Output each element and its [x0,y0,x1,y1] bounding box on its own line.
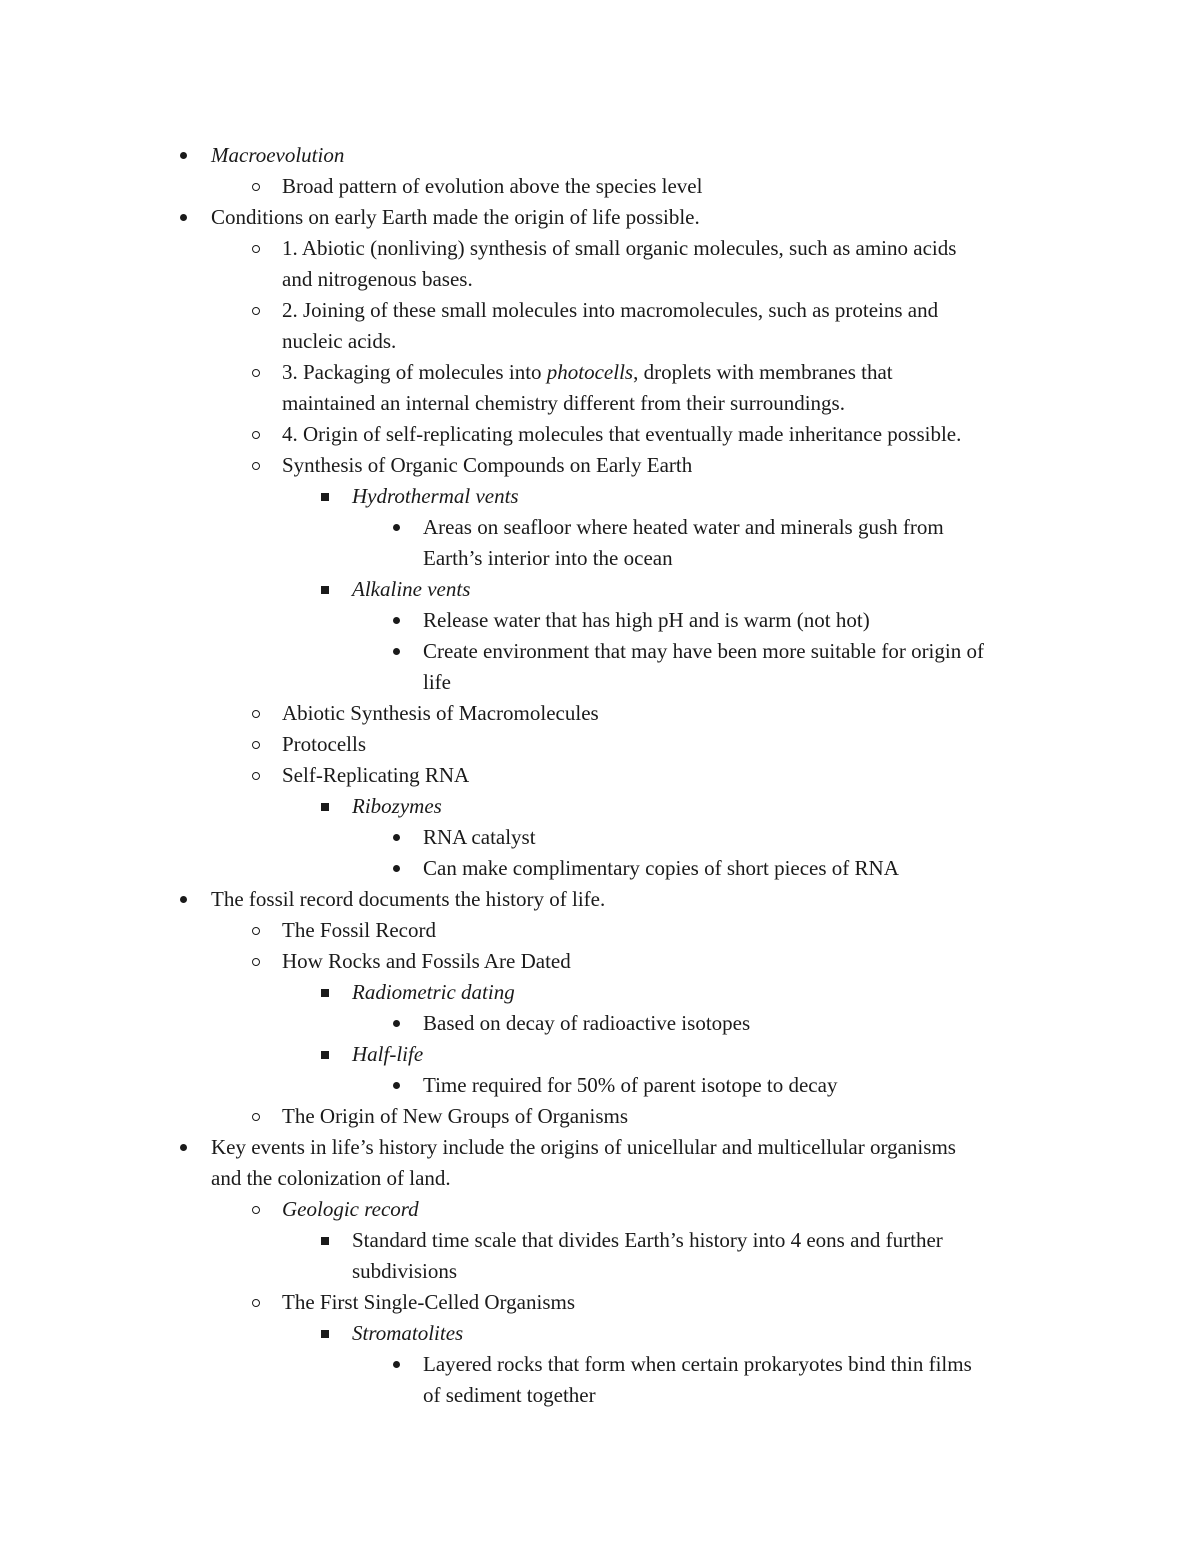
list-item [0,791,1200,822]
list-item-text [282,1194,419,1225]
text-run: Broad pattern of evolution above the species level [282,174,703,198]
text-run: Key events in life’s history include the origins of unicellular and multicellular organisms [211,1135,956,1159]
list-item-text [352,977,515,1008]
list-item-text [282,233,956,264]
text-run: Based on decay of radioactive isotopes [423,1011,751,1035]
circle-bullet-icon [249,915,263,946]
disc-bullet-icon [389,1008,403,1039]
list-item-text [282,264,473,295]
list-item-continuation [0,264,1200,295]
text-run: Synthesis of Organic Compounds on Early Earth [282,453,693,477]
list-item-text [423,1349,972,1380]
list-item-text [352,1225,943,1256]
list-item [0,605,1200,636]
list-item [0,574,1200,605]
list-item [0,1101,1200,1132]
text-run: Standard time scale that divides Earth’s history into 4 eons and further [352,1228,943,1252]
list-item-text [282,388,845,419]
list-item [0,915,1200,946]
list-item [0,946,1200,977]
disc-bullet-icon [176,140,190,171]
list-item [0,233,1200,264]
list-item-text [352,481,519,512]
square-bullet-icon [318,1039,332,1070]
text-run: 2. Joining of these small molecules into macromolecules, such as proteins and [282,298,939,322]
list-item [0,1194,1200,1225]
disc-bullet-icon [389,1349,403,1380]
circle-bullet-icon [249,450,263,481]
list-item-continuation [0,543,1200,574]
text-run: RNA catalyst [423,825,536,849]
square-bullet-icon [318,1225,332,1256]
list-item-text [282,171,702,202]
list-item [0,884,1200,915]
circle-bullet-icon [249,171,263,202]
circle-bullet-icon [249,233,263,264]
square-bullet-icon [318,574,332,605]
list-item-continuation [0,1256,1200,1287]
list-item-continuation [0,1163,1200,1194]
square-bullet-icon [318,1318,332,1349]
list-item [0,636,1200,667]
list-item [0,171,1200,202]
text-run: Protocells [282,732,366,756]
list-item [0,450,1200,481]
list-item-text [282,1287,575,1318]
list-item-text [352,791,442,822]
list-item-text [282,450,692,481]
text-run: subdivisions [352,1259,458,1283]
text-run: The Fossil Record [282,918,436,942]
list-item-continuation [0,388,1200,419]
circle-bullet-icon [249,1194,263,1225]
circle-bullet-icon [249,946,263,977]
list-item-text [211,1132,956,1163]
text-run: Stromatolites [352,1321,464,1345]
list-item-text [282,915,436,946]
circle-bullet-icon [249,419,263,450]
circle-bullet-icon [249,729,263,760]
text-run: Hydrothermal vents [352,484,519,508]
text-run: Create environment that may have been more suitable for origin of [423,639,984,663]
text-run: Time required for 50% of parent isotope to decay [423,1073,838,1097]
text-run: The First Single-Celled Organisms [282,1290,576,1314]
text-run: The Origin of New Groups of Organisms [282,1104,629,1128]
list-item-text [282,326,396,357]
list-item [0,1349,1200,1380]
text-run: life [423,670,451,694]
text-run: and nitrogenous bases. [282,267,473,291]
text-run: Areas on seafloor where heated water and minerals gush from [423,515,944,539]
list-item-text [423,636,984,667]
list-item [0,481,1200,512]
list-item-text [282,729,366,760]
disc-bullet-icon [389,512,403,543]
text-run: maintained an internal chemistry different from their surroundings. [282,391,845,415]
text-run: Conditions on early Earth made the origin of life possible. [211,205,700,229]
list-item-text [352,574,470,605]
text-run: of sediment together [423,1383,596,1407]
text-run: nucleic acids. [282,329,397,353]
list-item-text [211,884,605,915]
text-run: How Rocks and Fossils Are Dated [282,949,571,973]
text-run: Release water that has high pH and is warm (not hot) [423,608,870,632]
text-run: Earth’s interior into the ocean [423,546,673,570]
list-item-text [423,512,944,543]
disc-bullet-icon [389,1070,403,1101]
circle-bullet-icon [249,295,263,326]
circle-bullet-icon [249,760,263,791]
list-item [0,1008,1200,1039]
list-item-text [423,667,451,698]
list-item-text [352,1256,457,1287]
list-item-text [282,946,571,977]
text-run: Can make complimentary copies of short pieces of RNA [423,856,899,880]
list-item-text [211,202,700,233]
list-item-continuation [0,1380,1200,1411]
disc-bullet-icon [176,884,190,915]
list-item-text [423,1070,837,1101]
list-item [0,419,1200,450]
text-run: Macroevolution [211,143,345,167]
list-item [0,853,1200,884]
list-item [0,1039,1200,1070]
list-item [0,1132,1200,1163]
text-run: 1. Abiotic (nonliving) synthesis of small organic molecules, such as amino acids [282,236,957,260]
disc-bullet-icon [389,605,403,636]
text-run: Half-life [352,1042,424,1066]
list-item-text [211,1163,451,1194]
list-item [0,357,1200,388]
text-run: Abiotic Synthesis of Macromolecules [282,701,599,725]
list-item [0,1287,1200,1318]
list-item [0,698,1200,729]
list-item-text [211,140,344,171]
disc-bullet-icon [389,822,403,853]
list-item-text [352,1039,423,1070]
square-bullet-icon [318,481,332,512]
text-run: Radiometric dating [352,980,515,1004]
list-item [0,1070,1200,1101]
list-item-continuation [0,667,1200,698]
text-run: Ribozymes [352,794,442,818]
disc-bullet-icon [389,853,403,884]
list-item-text [282,357,893,388]
list-item-text [423,605,870,636]
list-item [0,977,1200,1008]
list-item [0,512,1200,543]
list-item [0,760,1200,791]
list-item-text [282,419,961,450]
text-run: The fossil record documents the history of life. [211,887,606,911]
notes-outline [0,140,1200,1411]
list-item [0,729,1200,760]
text-run: 3. Packaging of molecules into [282,360,547,384]
list-item-text [423,822,536,853]
list-item-text [282,698,599,729]
disc-bullet-icon [176,202,190,233]
list-item [0,140,1200,171]
square-bullet-icon [318,977,332,1008]
list-item [0,822,1200,853]
list-item-text [423,543,673,574]
disc-bullet-icon [176,1132,190,1163]
list-item-text [352,1318,463,1349]
circle-bullet-icon [249,357,263,388]
text-run: Alkaline vents [352,577,471,601]
disc-bullet-icon [389,636,403,667]
list-item-text [282,1101,628,1132]
square-bullet-icon [318,791,332,822]
list-item-text [423,1008,750,1039]
list-item-continuation [0,326,1200,357]
list-item-text [423,1380,596,1411]
text-run: Geologic record [282,1197,419,1221]
text-run: Self-Replicating RNA [282,763,470,787]
text-run: Layered rocks that form when certain prokaryotes bind thin films [423,1352,972,1376]
list-item [0,1318,1200,1349]
text-run: and the colonization of land. [211,1166,451,1190]
list-item-text [423,853,899,884]
circle-bullet-icon [249,1287,263,1318]
list-item-text [282,760,469,791]
italic-term: photocells [546,360,634,384]
text-run: , droplets with membranes that [633,360,893,384]
list-item [0,1225,1200,1256]
list-item-text [282,295,938,326]
circle-bullet-icon [249,1101,263,1132]
list-item [0,202,1200,233]
text-run: 4. Origin of self-replicating molecules that eventually made inheritance possible. [282,422,962,446]
circle-bullet-icon [249,698,263,729]
list-item [0,295,1200,326]
